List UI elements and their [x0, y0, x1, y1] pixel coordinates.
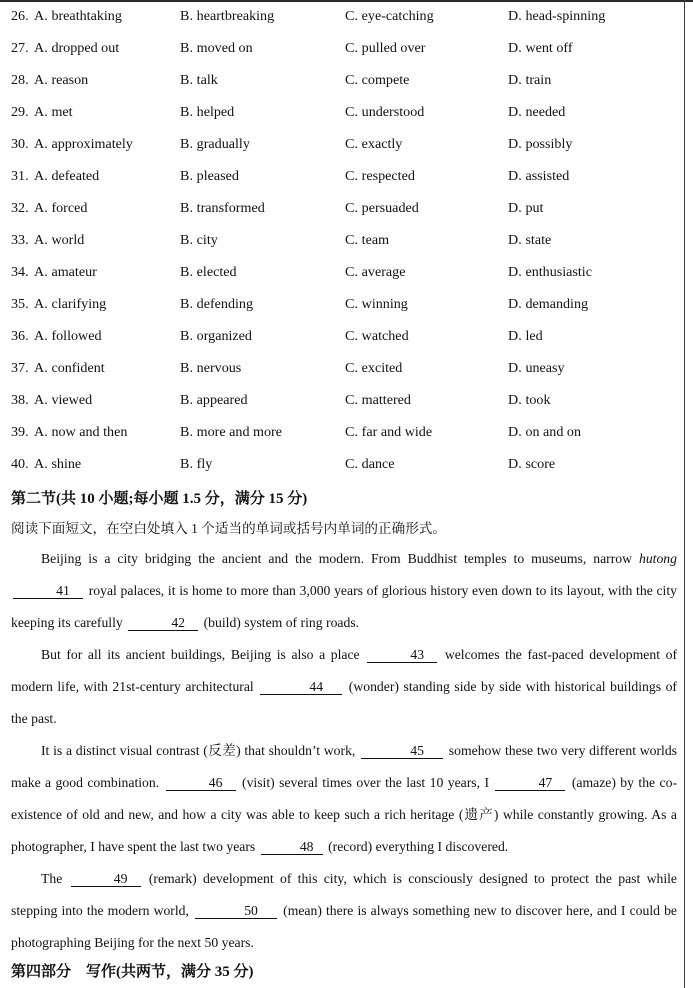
- mcq-option-letter: C.: [345, 424, 359, 440]
- mcq-option-letter: A.: [34, 104, 48, 120]
- mcq-option-d[interactable]: [508, 128, 572, 160]
- mcq-option-text: amateur: [51, 264, 97, 280]
- mcq-option-d[interactable]: [508, 160, 569, 192]
- mcq-option-text: moved on: [196, 40, 253, 56]
- mcq-option-c[interactable]: [345, 352, 402, 384]
- mcq-row: [0, 288, 684, 320]
- mcq-option-text: winning: [361, 296, 408, 312]
- mcq-option-text: uneasy: [525, 360, 565, 376]
- mcq-option-letter: B.: [180, 200, 194, 216]
- mcq-question-number: 36.: [11, 328, 29, 344]
- mcq-option-text: gradually: [196, 136, 250, 152]
- mcq-question-number: 39.: [11, 424, 29, 440]
- mcq-option-text: heartbreaking: [196, 8, 275, 24]
- mcq-option-d[interactable]: [508, 288, 588, 320]
- mcq-option-text: talk: [196, 72, 218, 88]
- mcq-option-letter: A.: [34, 8, 48, 24]
- mcq-option-letter: A.: [34, 424, 48, 440]
- mcq-option-letter: B.: [180, 328, 194, 344]
- mcq-row: [0, 96, 684, 128]
- mcq-option-letter: D.: [508, 232, 522, 248]
- mcq-option-text: persuaded: [361, 200, 419, 216]
- mcq-option-text: approximately: [51, 136, 133, 152]
- mcq-option-text: respected: [361, 168, 415, 184]
- passage-text: somehow these two very different worlds make a good combination.: [11, 743, 677, 790]
- mcq-option-d[interactable]: [508, 0, 605, 32]
- mcq-option-letter: D.: [508, 72, 522, 88]
- mcq-option-letter: B.: [180, 360, 194, 376]
- mcq-option-text: led: [525, 328, 543, 344]
- mcq-option-c[interactable]: [345, 224, 389, 256]
- mcq-option-letter: C.: [345, 136, 359, 152]
- mcq-option-letter: A.: [34, 264, 48, 280]
- mcq-option-text: possibly: [525, 136, 573, 152]
- mcq-option-d[interactable]: [508, 192, 543, 224]
- mcq-option-b[interactable]: [180, 352, 241, 384]
- passage-text: (visit) several times over the last 10 years, I: [237, 775, 494, 790]
- mcq-option-letter: D.: [508, 392, 522, 408]
- blank-45[interactable]: 45: [361, 744, 443, 759]
- mcq-option-d[interactable]: [508, 96, 565, 128]
- mcq-row: [0, 352, 684, 384]
- mcq-option-letter: C.: [345, 72, 359, 88]
- blank-49[interactable]: 49: [71, 872, 141, 887]
- passage-paragraph-1: [11, 543, 677, 639]
- mcq-option-c[interactable]: [345, 128, 402, 160]
- passage-text: (remark) development of this city, which is consciously designed to protect the past while stepping into the modern world,: [11, 871, 677, 918]
- mcq-option-d[interactable]: [508, 32, 573, 64]
- mcq-row: [0, 320, 684, 352]
- cloze-passage: [11, 543, 677, 959]
- mcq-option-b[interactable]: [180, 96, 234, 128]
- blank-50[interactable]: 50: [195, 904, 277, 919]
- mcq-option-text: forced: [51, 200, 88, 216]
- section-2-instruction: 阅读下面短文，在空白处填入 1 个适当的单词或括号内单词的正确形式。: [11, 521, 446, 536]
- mcq-option-text: viewed: [51, 392, 93, 408]
- mcq-option-letter: B.: [180, 136, 194, 152]
- mcq-question-number: 29.: [11, 104, 29, 120]
- mcq-option-letter: D.: [508, 296, 522, 312]
- blank-42[interactable]: 42: [128, 616, 198, 631]
- mcq-question-number: 26.: [11, 8, 29, 24]
- mcq-option-b[interactable]: [180, 320, 252, 352]
- mcq-question-number: 27.: [11, 40, 29, 56]
- mcq-option-text: city: [196, 232, 218, 248]
- mcq-option-letter: D.: [508, 8, 522, 24]
- mcq-option-text: on and on: [525, 424, 582, 440]
- blank-46[interactable]: 46: [166, 776, 236, 791]
- mcq-option-text: fly: [196, 456, 213, 472]
- mcq-question-number: 31.: [11, 168, 29, 184]
- mcq-option-letter: B.: [180, 40, 194, 56]
- mcq-option-text: mattered: [361, 392, 411, 408]
- mcq-question-number: 30.: [11, 136, 29, 152]
- blank-47[interactable]: 47: [495, 776, 565, 791]
- mcq-row: [0, 416, 684, 448]
- mcq-option-letter: C.: [345, 40, 359, 56]
- mcq-option-c[interactable]: [345, 416, 432, 448]
- mcq-option-text: put: [525, 200, 544, 216]
- part-4-heading: 第四部分 写作(共两节，满分 35 分): [11, 964, 254, 980]
- mcq-option-letter: B.: [180, 456, 194, 472]
- mcq-option-letter: A.: [34, 200, 48, 216]
- mcq-option-c[interactable]: [345, 448, 395, 480]
- mcq-option-d[interactable]: [508, 64, 551, 96]
- mcq-question-number: 35.: [11, 296, 29, 312]
- mcq-option-a[interactable]: [34, 224, 84, 256]
- mcq-option-letter: D.: [508, 136, 522, 152]
- mcq-option-a[interactable]: [34, 96, 73, 128]
- page-right-edge: [684, 0, 685, 988]
- mcq-option-a[interactable]: [34, 128, 133, 160]
- mcq-option-c[interactable]: [345, 256, 405, 288]
- mcq-option-a[interactable]: [34, 64, 88, 96]
- mcq-option-letter: D.: [508, 264, 522, 280]
- mcq-question-number: 40.: [11, 456, 29, 472]
- mcq-option-a[interactable]: [34, 160, 99, 192]
- mcq-option-text: pulled over: [361, 40, 426, 56]
- mcq-option-text: watched: [361, 328, 409, 344]
- mcq-row: [0, 224, 684, 256]
- mcq-option-text: dropped out: [51, 40, 120, 56]
- mcq-option-text: demanding: [525, 296, 589, 312]
- mcq-option-a[interactable]: [34, 192, 87, 224]
- passage-text: (wonder) standing side by side with historical buildings of the past.: [11, 679, 677, 726]
- mcq-question-number: 32.: [11, 200, 29, 216]
- multiple-choice-list: [0, 0, 684, 480]
- mcq-option-text: elected: [196, 264, 237, 280]
- passage-text: (amaze) by the co-existence of old and new, and how a city was able to keep such a rich heritage (遗产) while constantly growing. As a photographer, I have spent the last two years: [11, 775, 678, 854]
- mcq-option-letter: A.: [34, 392, 48, 408]
- mcq-option-text: score: [525, 456, 556, 472]
- mcq-option-c[interactable]: [345, 288, 408, 320]
- mcq-row: [0, 192, 684, 224]
- mcq-option-letter: B.: [180, 424, 194, 440]
- mcq-option-letter: D.: [508, 328, 522, 344]
- mcq-option-d[interactable]: [508, 448, 555, 480]
- mcq-option-b[interactable]: [180, 32, 253, 64]
- mcq-option-text: went off: [525, 40, 573, 56]
- mcq-option-b[interactable]: [180, 288, 253, 320]
- mcq-option-text: defending: [196, 296, 254, 312]
- mcq-option-text: met: [51, 104, 73, 120]
- passage-text: Beijing is a city bridging the ancient and the modern. From Buddhist temples to museums, narrow: [41, 551, 639, 566]
- mcq-option-text: assisted: [525, 168, 570, 184]
- italic-term-hutong: hutong: [638, 551, 677, 566]
- mcq-option-text: confident: [51, 360, 105, 376]
- mcq-option-letter: C.: [345, 168, 359, 184]
- mcq-option-d[interactable]: [508, 416, 581, 448]
- mcq-option-a[interactable]: [34, 32, 119, 64]
- mcq-option-text: train: [525, 72, 552, 88]
- mcq-option-letter: A.: [34, 296, 48, 312]
- mcq-option-text: team: [361, 232, 390, 248]
- mcq-option-text: needed: [525, 104, 566, 120]
- blank-44[interactable]: 44: [260, 680, 342, 695]
- mcq-option-letter: B.: [180, 72, 194, 88]
- mcq-option-letter: A.: [34, 456, 48, 472]
- mcq-option-letter: B.: [180, 232, 194, 248]
- mcq-question-number: 28.: [11, 72, 29, 88]
- mcq-option-a[interactable]: [34, 416, 127, 448]
- mcq-row: [0, 64, 684, 96]
- mcq-option-text: state: [525, 232, 552, 248]
- mcq-row: [0, 160, 684, 192]
- mcq-option-text: helped: [196, 104, 235, 120]
- mcq-option-b[interactable]: [180, 224, 218, 256]
- mcq-option-a[interactable]: [34, 0, 122, 32]
- passage-paragraph-4: [11, 863, 677, 959]
- mcq-option-letter: A.: [34, 232, 48, 248]
- mcq-option-letter: C.: [345, 392, 359, 408]
- mcq-option-text: pleased: [196, 168, 239, 184]
- mcq-option-letter: B.: [180, 392, 194, 408]
- mcq-option-text: defeated: [51, 168, 100, 184]
- mcq-option-a[interactable]: [34, 384, 92, 416]
- mcq-option-text: far and wide: [361, 424, 433, 440]
- mcq-option-letter: C.: [345, 328, 359, 344]
- mcq-option-letter: C.: [345, 264, 359, 280]
- mcq-option-text: more and more: [196, 424, 282, 440]
- mcq-option-letter: A.: [34, 328, 48, 344]
- mcq-row: [0, 256, 684, 288]
- mcq-option-a[interactable]: [34, 256, 97, 288]
- mcq-option-letter: D.: [508, 200, 522, 216]
- mcq-option-c[interactable]: [345, 384, 411, 416]
- mcq-option-c[interactable]: [345, 96, 424, 128]
- mcq-option-b[interactable]: [180, 416, 282, 448]
- mcq-option-b[interactable]: [180, 64, 218, 96]
- mcq-option-letter: D.: [508, 360, 522, 376]
- mcq-option-text: breathtaking: [51, 8, 122, 24]
- mcq-row: [0, 384, 684, 416]
- mcq-option-letter: C.: [345, 296, 359, 312]
- mcq-option-c[interactable]: [345, 0, 434, 32]
- mcq-option-text: average: [361, 264, 406, 280]
- mcq-option-letter: A.: [34, 168, 48, 184]
- mcq-option-letter: C.: [345, 360, 359, 376]
- mcq-option-text: took: [525, 392, 551, 408]
- mcq-option-text: appeared: [196, 392, 248, 408]
- mcq-option-text: head-spinning: [525, 8, 606, 24]
- blank-41[interactable]: 41: [13, 584, 83, 599]
- mcq-option-letter: A.: [34, 360, 48, 376]
- mcq-question-number: 34.: [11, 264, 29, 280]
- mcq-option-text: transformed: [196, 200, 265, 216]
- mcq-option-letter: B.: [180, 104, 194, 120]
- mcq-option-letter: B.: [180, 296, 194, 312]
- mcq-option-text: now and then: [51, 424, 128, 440]
- passage-text: welcomes the fast-paced development of modern life, with 21st-century architectural: [11, 647, 677, 694]
- mcq-option-text: exactly: [361, 136, 403, 152]
- mcq-option-text: followed: [51, 328, 102, 344]
- mcq-option-b[interactable]: [180, 0, 274, 32]
- mcq-option-letter: D.: [508, 456, 522, 472]
- mcq-option-text: reason: [51, 72, 89, 88]
- mcq-option-letter: B.: [180, 264, 194, 280]
- mcq-option-text: world: [51, 232, 85, 248]
- mcq-option-letter: C.: [345, 104, 359, 120]
- mcq-option-text: organized: [196, 328, 252, 344]
- passage-paragraph-2: [11, 639, 677, 735]
- mcq-option-text: nervous: [196, 360, 242, 376]
- passage-text: (record) everything I discovered.: [324, 839, 509, 854]
- mcq-question-number: 37.: [11, 360, 29, 376]
- mcq-option-a[interactable]: [34, 320, 102, 352]
- mcq-option-text: understood: [361, 104, 425, 120]
- mcq-option-a[interactable]: [34, 448, 81, 480]
- passage-text: (mean) there is always something new to discover here, and I could be photographing Beijing for the next 50 years.: [11, 903, 677, 950]
- mcq-option-d[interactable]: [508, 224, 551, 256]
- passage-paragraph-3: [11, 735, 677, 863]
- mcq-option-letter: D.: [508, 424, 522, 440]
- mcq-option-c[interactable]: [345, 32, 425, 64]
- mcq-question-number: 33.: [11, 232, 29, 248]
- mcq-option-text: shine: [51, 456, 82, 472]
- mcq-option-c[interactable]: [345, 64, 409, 96]
- mcq-option-text: dance: [361, 456, 395, 472]
- mcq-option-text: compete: [361, 72, 410, 88]
- mcq-option-letter: C.: [345, 232, 359, 248]
- mcq-option-b[interactable]: [180, 256, 237, 288]
- passage-text: royal palaces, it is home to more than 3,000 years of glorious history even down to its layout, with the city keeping its carefully: [11, 583, 677, 630]
- passage-text: It is a distinct visual contrast (反差) that shouldn’t work,: [41, 743, 360, 758]
- mcq-option-b[interactable]: [180, 160, 239, 192]
- mcq-row: [0, 448, 684, 480]
- mcq-option-b[interactable]: [180, 192, 265, 224]
- mcq-option-letter: A.: [34, 40, 48, 56]
- mcq-option-c[interactable]: [345, 160, 415, 192]
- blank-48[interactable]: 48: [261, 840, 323, 855]
- mcq-row: [0, 0, 684, 32]
- mcq-option-b[interactable]: [180, 384, 248, 416]
- passage-text: The: [41, 871, 69, 886]
- mcq-option-letter: D.: [508, 40, 522, 56]
- mcq-option-d[interactable]: [508, 320, 543, 352]
- mcq-option-letter: D.: [508, 168, 522, 184]
- mcq-option-a[interactable]: [34, 288, 106, 320]
- mcq-option-c[interactable]: [345, 192, 419, 224]
- mcq-option-b[interactable]: [180, 128, 250, 160]
- mcq-option-d[interactable]: [508, 256, 592, 288]
- mcq-question-number: 38.: [11, 392, 29, 408]
- mcq-option-b[interactable]: [180, 448, 212, 480]
- mcq-option-d[interactable]: [508, 352, 565, 384]
- section-2-heading: 第二节(共 10 小题;每小题 1.5 分，满分 15 分): [11, 491, 308, 507]
- mcq-option-letter: B.: [180, 168, 194, 184]
- mcq-option-text: eye-catching: [361, 8, 434, 24]
- mcq-option-text: enthusiastic: [525, 264, 592, 280]
- mcq-option-letter: A.: [34, 72, 48, 88]
- mcq-option-letter: C.: [345, 456, 359, 472]
- mcq-option-text: excited: [361, 360, 403, 376]
- mcq-row: [0, 32, 684, 64]
- mcq-option-text: clarifying: [51, 296, 107, 312]
- mcq-row: [0, 128, 684, 160]
- mcq-option-letter: C.: [345, 8, 359, 24]
- mcq-option-c[interactable]: [345, 320, 409, 352]
- blank-43[interactable]: 43: [367, 648, 437, 663]
- mcq-option-d[interactable]: [508, 384, 551, 416]
- mcq-option-letter: D.: [508, 104, 522, 120]
- mcq-option-a[interactable]: [34, 352, 105, 384]
- mcq-option-letter: A.: [34, 136, 48, 152]
- passage-text: But for all its ancient buildings, Beijing is also a place: [41, 647, 366, 662]
- mcq-option-letter: B.: [180, 8, 194, 24]
- mcq-option-letter: C.: [345, 200, 359, 216]
- passage-text: (build) system of ring roads.: [200, 615, 360, 630]
